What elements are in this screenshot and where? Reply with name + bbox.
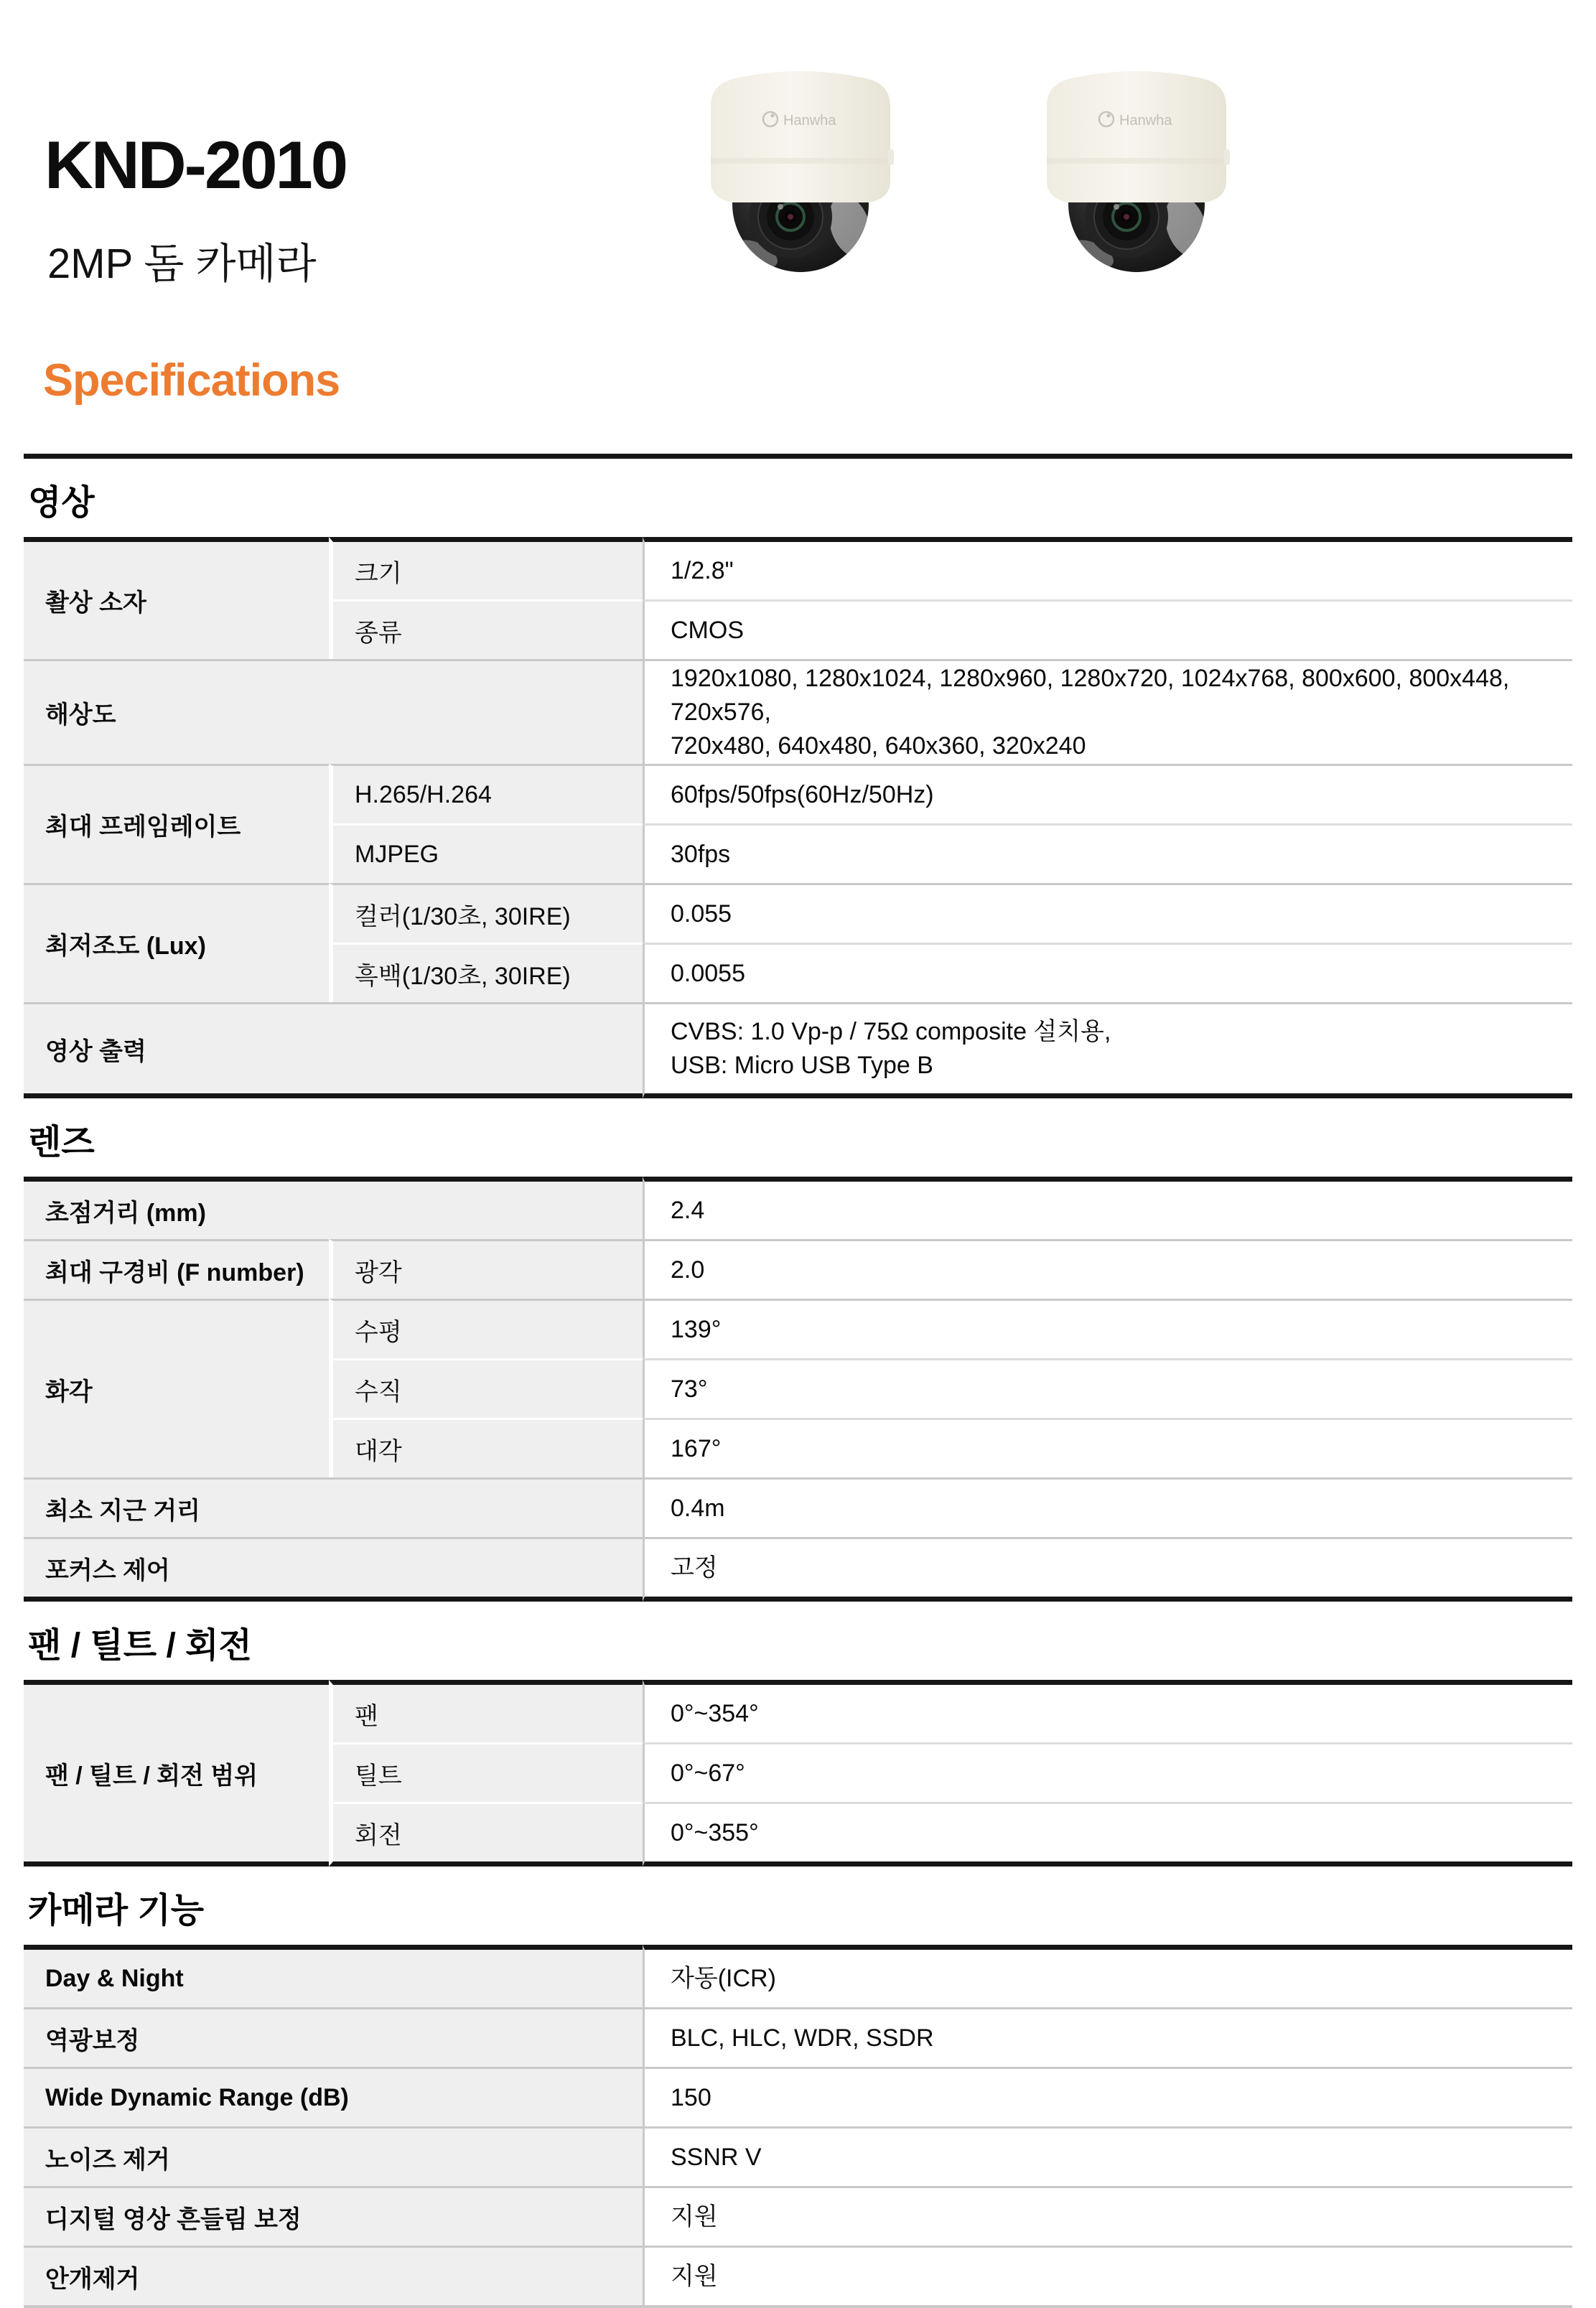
row-value: 167° bbox=[643, 1418, 1572, 1477]
table-row bbox=[24, 1177, 1572, 1239]
row-value: CMOS bbox=[643, 599, 1572, 659]
row-sublabel: 컬러(1/30초, 30IRE) bbox=[329, 883, 643, 943]
row-label: 디지털 영상 흔들림 보정 bbox=[24, 2186, 643, 2246]
row-value: 139° bbox=[643, 1299, 1572, 1358]
section-title-camera-features: 카메라 기능 bbox=[28, 1892, 205, 1930]
table-row bbox=[24, 1680, 1572, 1742]
row-label: 최대 프레임레이트 bbox=[24, 764, 329, 883]
row-label: 역광보정 bbox=[24, 2007, 643, 2067]
row-label: 포커스 제어 bbox=[24, 1537, 643, 1602]
spec-table-pan-tilt-rotate bbox=[24, 1680, 1572, 1867]
row-sublabel: MJPEG bbox=[329, 823, 643, 883]
row-value-line: 1920x1080, 1280x1024, 1280x960, 1280x720, 1024x768, 800x600, 800x448, 720x576, bbox=[671, 665, 1510, 726]
dome-camera-image bbox=[1014, 50, 1259, 291]
table-row bbox=[24, 1537, 1572, 1602]
row-value: 0°~355° bbox=[643, 1802, 1572, 1867]
row-value bbox=[643, 1002, 1572, 1098]
row-value bbox=[643, 659, 1572, 764]
spec-table-lens bbox=[24, 1177, 1572, 1602]
row-value: 60fps/50fps(60Hz/50Hz) bbox=[643, 764, 1572, 823]
row-value: 2.4 bbox=[643, 1177, 1572, 1239]
page-title: KND-2010 bbox=[45, 127, 347, 202]
table-row bbox=[24, 2186, 1572, 2246]
table-row bbox=[24, 2007, 1572, 2067]
spec-table-video bbox=[24, 537, 1572, 1098]
row-value-line: CVBS: 1.0 Vp-p / 75Ω composite 설치용, bbox=[671, 1018, 1111, 1045]
specifications-heading: Specifications bbox=[43, 355, 340, 406]
table-row bbox=[24, 1239, 1572, 1299]
row-value: 지원 bbox=[643, 2246, 1572, 2308]
row-value: 0°~67° bbox=[643, 1742, 1572, 1802]
row-value: BLC, HLC, WDR, SSDR bbox=[643, 2007, 1572, 2067]
table-row bbox=[24, 1299, 1572, 1358]
row-value: 자동(ICR) bbox=[643, 1945, 1572, 2007]
row-value: 지원 bbox=[643, 2186, 1572, 2246]
row-label: 안개제거 bbox=[24, 2246, 643, 2308]
row-sublabel: H.265/H.264 bbox=[329, 764, 643, 823]
table-row bbox=[24, 2126, 1572, 2186]
row-sublabel: 크기 bbox=[329, 537, 643, 599]
table-row bbox=[24, 2067, 1572, 2126]
row-value: 0.4m bbox=[643, 1477, 1572, 1537]
row-label: 촬상 소자 bbox=[24, 537, 329, 659]
table-row bbox=[24, 1945, 1572, 2007]
table-row bbox=[24, 1477, 1572, 1537]
row-label: 초점거리 (mm) bbox=[24, 1177, 643, 1239]
row-sublabel: 종류 bbox=[329, 599, 643, 659]
table-row bbox=[24, 764, 1572, 823]
row-sublabel: 팬 bbox=[329, 1680, 643, 1742]
row-sublabel: 대각 bbox=[329, 1418, 643, 1477]
row-value: SSNR V bbox=[643, 2126, 1572, 2186]
row-label: 팬 / 틸트 / 회전 범위 bbox=[24, 1680, 329, 1867]
row-value: 0.055 bbox=[643, 883, 1572, 943]
row-label: Wide Dynamic Range (dB) bbox=[24, 2067, 643, 2126]
row-value: 2.0 bbox=[643, 1239, 1572, 1299]
table-row bbox=[24, 2246, 1572, 2308]
table-row bbox=[24, 659, 1572, 764]
row-sublabel: 광각 bbox=[329, 1239, 643, 1299]
row-label: 해상도 bbox=[24, 659, 643, 764]
row-value: 1/2.8" bbox=[643, 537, 1572, 599]
row-value-line: USB: Micro USB Type B bbox=[671, 1052, 933, 1079]
top-rule bbox=[24, 454, 1572, 459]
row-label: 최소 지근 거리 bbox=[24, 1477, 643, 1537]
row-value: 150 bbox=[643, 2067, 1572, 2126]
row-value: 0°~354° bbox=[643, 1680, 1572, 1742]
row-label: 최대 구경비 (F number) bbox=[24, 1239, 329, 1299]
row-value-line: 720x480, 640x480, 640x360, 320x240 bbox=[671, 732, 1086, 760]
row-label: 최저조도 (Lux) bbox=[24, 883, 329, 1002]
row-sublabel: 수직 bbox=[329, 1358, 643, 1418]
product-images bbox=[678, 50, 1259, 291]
row-value: 고정 bbox=[643, 1537, 1572, 1602]
spec-table-camera-features bbox=[24, 1945, 1572, 2308]
row-label: Day & Night bbox=[24, 1945, 643, 2007]
row-value: 30fps bbox=[643, 823, 1572, 883]
specifications-body bbox=[24, 454, 1572, 2308]
row-label: 화각 bbox=[24, 1299, 329, 1477]
row-sublabel: 흑백(1/30초, 30IRE) bbox=[329, 943, 643, 1002]
section-title-pan-tilt-rotate: 팬 / 틸트 / 회전 bbox=[28, 1627, 252, 1665]
dome-camera-image bbox=[678, 50, 923, 291]
section-title-video: 영상 bbox=[28, 484, 95, 522]
row-sublabel: 틸트 bbox=[329, 1742, 643, 1802]
row-sublabel: 수평 bbox=[329, 1299, 643, 1358]
page-subtitle: 2MP 돔 카메라 bbox=[47, 240, 317, 287]
row-sublabel: 회전 bbox=[329, 1802, 643, 1867]
table-row bbox=[24, 883, 1572, 943]
section-title-lens: 렌즈 bbox=[28, 1123, 95, 1162]
row-value: 73° bbox=[643, 1358, 1572, 1418]
row-value: 0.0055 bbox=[643, 943, 1572, 1002]
row-label: 영상 출력 bbox=[24, 1002, 643, 1098]
row-label: 노이즈 제거 bbox=[24, 2126, 643, 2186]
table-row bbox=[24, 537, 1572, 599]
table-row bbox=[24, 1002, 1572, 1098]
